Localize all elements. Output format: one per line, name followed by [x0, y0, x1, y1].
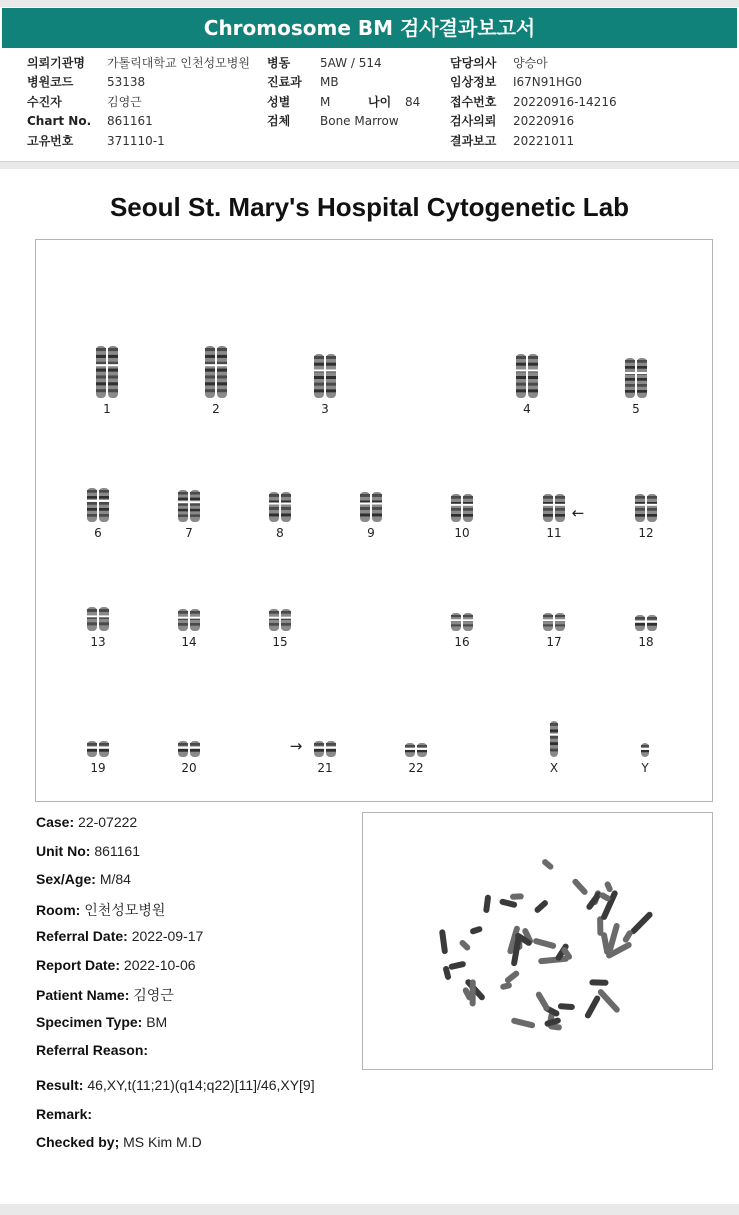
info-label: 임상정보: [450, 75, 497, 90]
chromosome-pair: [635, 615, 658, 631]
chromosome-pair: [405, 743, 428, 757]
chromosome-label: 22: [408, 761, 424, 775]
info-value: 20220916: [513, 114, 575, 129]
info-value: Bone Marrow: [320, 114, 399, 129]
report-title: Chromosome BM 검사결과보고서: [2, 8, 737, 48]
info-value: 가톨릭대학교 인천성모병원: [107, 56, 250, 70]
chromosome-pair: [205, 346, 228, 398]
info-row: [267, 54, 420, 73]
chromosome-pair: [178, 609, 201, 631]
chromosome-pair: [314, 741, 337, 757]
report-value: 861161: [94, 842, 141, 859]
translocation-arrow-icon: →: [289, 737, 303, 755]
chromosome-pair: [641, 743, 650, 757]
report-value: 22-07222: [78, 814, 138, 830]
report-row: [36, 843, 203, 872]
info-label: 접수번호: [450, 94, 497, 109]
chromosome-pair: [625, 358, 648, 398]
chromosome-pair: [451, 494, 474, 522]
remark-label: Remark:: [36, 1105, 93, 1122]
report-label: Patient Name:: [36, 987, 130, 1003]
metaphase-chromosome: [499, 898, 518, 908]
chromosome-label: 5: [632, 402, 640, 416]
report-row: [36, 900, 203, 929]
metaphase-chromosome: [604, 880, 614, 893]
metaphase-chromosome: [589, 979, 608, 985]
info-label: 의뢰기관명: [27, 56, 85, 70]
chromosome-label: 13: [90, 635, 106, 649]
info-row: [450, 54, 617, 73]
report-details: [36, 814, 203, 1071]
report-label: Report Date:: [36, 956, 121, 973]
metaphase-chromosome: [470, 979, 476, 1006]
info-row: [450, 112, 617, 131]
metaphase-chromosome: [535, 991, 551, 1012]
metaphase-chromosome: [504, 969, 521, 984]
info-row: [27, 54, 250, 73]
chromosome-pair: [178, 490, 201, 522]
report-label: Specimen Type:: [36, 1013, 143, 1030]
chromosome-label: 8: [276, 526, 284, 540]
metaphase-chromosome: [558, 1003, 575, 1010]
chromosome-label: 15: [272, 635, 288, 649]
info-row: [450, 73, 617, 92]
info-value: 20221011: [513, 133, 575, 148]
info-label: 병동: [267, 56, 291, 70]
karyotype-result: 46,XY,t(11;21)(q14;q22)[11]/46,XY[9]: [87, 1077, 315, 1093]
chromosome-label: 12: [638, 526, 654, 540]
chromosome-pair: [269, 609, 292, 631]
chromosome-label: 7: [185, 526, 193, 540]
top-divider: [0, 0, 739, 7]
chromosome-pair: [96, 346, 119, 398]
chromosome-label: 6: [94, 526, 102, 540]
metaphase-chromosome: [533, 899, 549, 914]
metaphase-chromosome: [500, 982, 513, 991]
info-value: I67N91HG0: [513, 75, 583, 90]
metaphase-chromosome: [511, 1017, 536, 1029]
chromosome-pair: [87, 607, 110, 631]
info-label: 병원코드: [27, 75, 74, 90]
metaphase-chromosome: [458, 939, 471, 952]
metaphase-chromosome: [541, 858, 555, 871]
chromosome-label: 21: [317, 761, 333, 775]
info-value: 53138: [107, 75, 146, 90]
report-label: Unit No:: [36, 842, 91, 859]
info-label: 성별: [267, 94, 291, 109]
chromosome-pair: [543, 613, 566, 631]
report-row: [36, 814, 203, 843]
report-row: [36, 928, 203, 957]
metaphase-chromosome: [439, 929, 448, 954]
info-label: 검체: [267, 114, 291, 129]
report-label: Referral Reason:: [36, 1042, 149, 1058]
metaphase-chromosome: [584, 994, 602, 1019]
info-value: M: [320, 94, 331, 109]
translocation-arrow-icon: ←: [571, 504, 585, 522]
metaphase-chromosome: [448, 961, 466, 971]
report-label: Case:: [36, 814, 75, 830]
info-label: 고유번호: [27, 133, 74, 148]
karyogram-image: [36, 240, 712, 801]
info-value: 김영근: [107, 94, 142, 109]
info-label: 검사의뢰: [450, 114, 497, 129]
metaphase-image: [363, 813, 712, 1069]
chromosome-label: 11: [546, 526, 562, 540]
info-column-2: [267, 54, 420, 132]
chromosome-label: 2: [212, 402, 220, 416]
chromosome-pair: [360, 492, 383, 522]
info-column-1: [27, 54, 250, 151]
info-row: [27, 132, 250, 151]
chromosome-label: 16: [454, 635, 470, 649]
info-value: MB: [320, 75, 339, 90]
result-row: [36, 1077, 315, 1106]
chromosome-label: 20: [181, 761, 197, 775]
chromosome-pair: [635, 494, 658, 522]
chromosome-pair: [550, 721, 559, 757]
report-row: [36, 957, 203, 986]
report-value: 김영근: [133, 987, 174, 1003]
chromosome-label: 4: [523, 402, 531, 416]
info-row: [27, 93, 250, 112]
metaphase-chromosome: [483, 894, 491, 913]
chromosome-pair: [87, 741, 110, 757]
info-row: [450, 132, 617, 151]
chromosome-label: 1: [103, 402, 111, 416]
report-value: 2022-10-06: [123, 956, 196, 973]
metaphase-chromosome: [532, 937, 556, 949]
report-label: Sex/Age:: [36, 871, 96, 887]
metaphase-chromosome: [510, 893, 524, 900]
report-value: 인천성모병원: [84, 901, 166, 918]
info-row: [267, 73, 420, 92]
remark-row: [36, 1106, 315, 1135]
info-value: 양승아: [513, 56, 548, 70]
chromosome-label: 14: [181, 635, 197, 649]
chromosome-pair: [178, 741, 201, 757]
metaphase-chromosome: [538, 956, 569, 965]
info-value: 5AW / 514: [320, 56, 382, 70]
report-value: M/84: [99, 871, 131, 887]
metaphase-chromosome: [597, 988, 621, 1014]
info-value: 371110-1: [107, 133, 165, 148]
chromosome-label: Y: [641, 761, 649, 775]
info-row: [27, 73, 250, 92]
chromosome-pair: [451, 613, 474, 631]
report-row: [36, 1014, 203, 1043]
report-row: [36, 1042, 203, 1071]
checked-by-row: [36, 1134, 315, 1163]
metaphase-chromosome: [571, 878, 589, 897]
chromosome-label: 17: [546, 635, 562, 649]
footer-divider: [0, 1204, 739, 1215]
info-row: [450, 93, 617, 112]
info-value: 84: [405, 94, 421, 109]
checked-by-label: Checked by;: [36, 1134, 120, 1150]
chromosome-label: 19: [90, 761, 106, 775]
info-column-3: [450, 54, 617, 151]
metaphase-chromosome: [629, 910, 654, 935]
metaphase-chromosome: [585, 891, 602, 911]
metaphase-chromosome: [469, 925, 483, 935]
report-value: BM: [146, 1013, 168, 1030]
chromosome-label: 3: [321, 402, 329, 416]
chromosome-label: 10: [454, 526, 470, 540]
lab-title: Seoul St. Mary's Hospital Cytogenetic Lab: [109, 192, 630, 222]
info-label: Chart No.: [27, 114, 92, 129]
info-label: 결과보고: [450, 133, 497, 148]
report-row: [36, 871, 203, 900]
report-value: 2022-09-17: [131, 928, 204, 944]
info-value: 861161: [107, 114, 153, 129]
info-label: 나이: [368, 94, 392, 109]
chromosome-label: 18: [638, 635, 654, 649]
report-label: Referral Date:: [36, 928, 128, 944]
info-row: [267, 93, 420, 112]
checked-by-value: MS Kim M.D: [123, 1134, 202, 1150]
metaphase-panel: [362, 812, 713, 1070]
info-row: [267, 112, 420, 131]
chromosome-pair: [314, 354, 337, 398]
karyogram-panel: [35, 239, 713, 802]
report-row: [36, 985, 203, 1014]
info-label: 담당의사: [450, 56, 497, 70]
chromosome-pair: [269, 492, 292, 522]
result-label: Result:: [36, 1077, 84, 1093]
report-label: Room:: [36, 901, 81, 918]
info-row: [27, 112, 250, 131]
chromosome-label: X: [549, 761, 559, 775]
result-section: [36, 1077, 315, 1163]
info-label: 수진자: [27, 94, 62, 109]
info-label: 진료과: [267, 75, 302, 90]
info-value: 20220916-14216: [513, 94, 617, 109]
section-divider: [0, 162, 739, 169]
chromosome-pair: [87, 488, 110, 522]
chromosome-label: 9: [367, 526, 375, 540]
chromosome-pair: [516, 354, 539, 398]
